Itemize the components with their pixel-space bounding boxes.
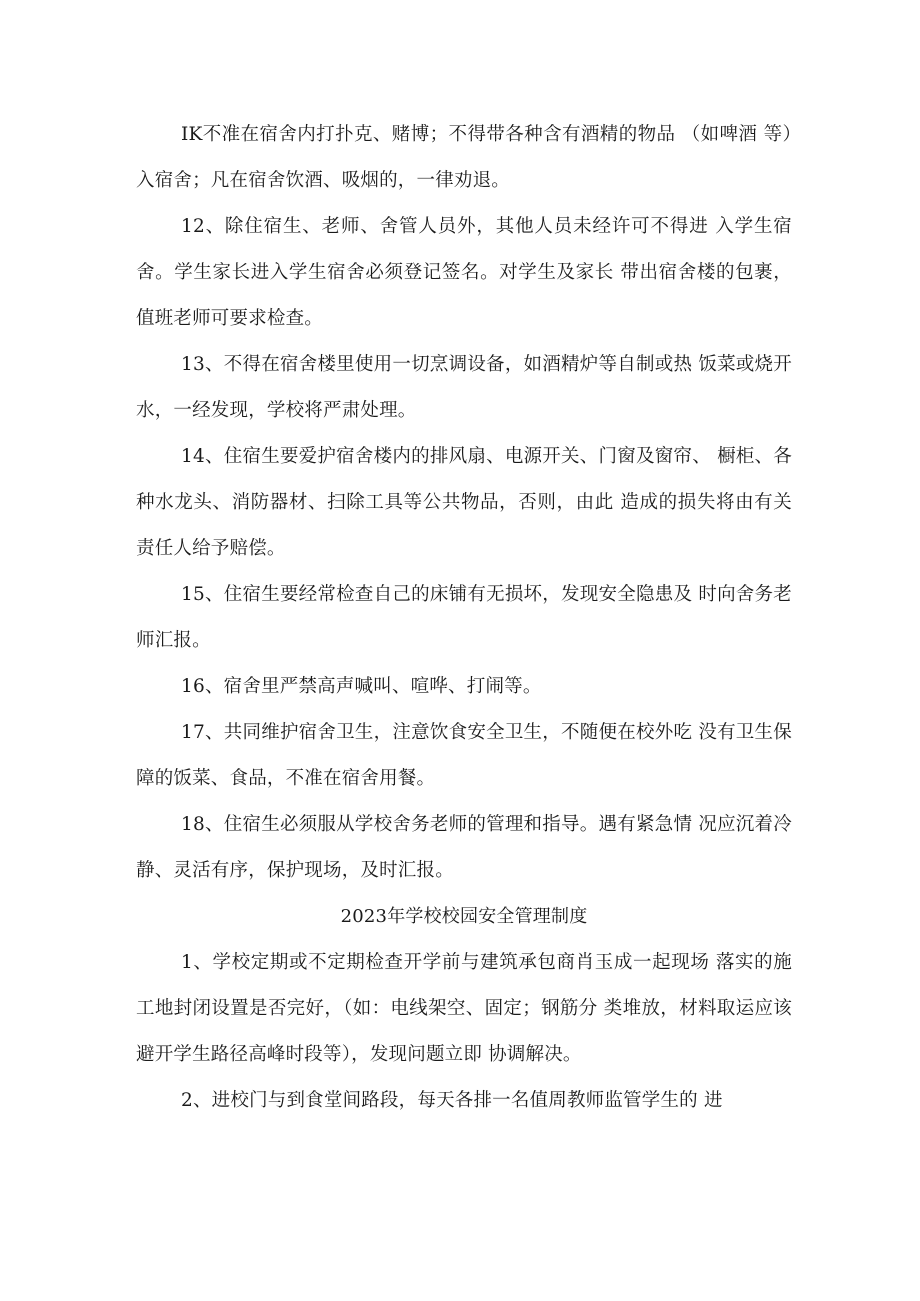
document-body <box>136 112 792 1124</box>
paragraph-safety-1: 1、学校定期或不定期检查开学前与建筑承包商肖玉成一起现场 落实的施工地封闭设置是否完好，（如：电线架空、固定；钢筋分 类堆放，材料取运应该避开学生路径高峰时段等），发现问题立即 协调解决。 <box>136 952 792 1065</box>
paragraph-rule-18: 18、住宿生必须服从学校舍务老师的管理和指导。遇有紧急情 况应沉着冷静、灵活有序，保护现场，及时汇报。 <box>136 814 792 881</box>
paragraph-rule-14: 14、住宿生要爱护宿舍楼内的排风扇、电源开关、门窗及窗帘、 橱柜、各种水龙头、消防器材、扫除工具等公共物品，否则，由此 造成的损失将由有关责任人给予赔偿。 <box>136 446 792 559</box>
section-title: 2023年学校校园安全管理制度 <box>340 906 588 927</box>
paragraph-rule-15: 15、住宿生要经常检查自己的床铺有无损坏，发现安全隐患及 时向舍务老师汇报。 <box>136 584 792 651</box>
paragraph-rule-13: 13、不得在宿舍楼里使用一切烹调设备，如酒精炉等自制或热 饭菜或烧开水，一经发现，学校将严肃处理。 <box>136 354 792 421</box>
paragraph-safety-2: 2、进校门与到食堂间路段，每天各排一名值周教师监管学生的 进 <box>181 1090 723 1111</box>
paragraph-rule-16: 16、宿舍里严禁高声喊叫、喧哗、打闹等。 <box>181 676 542 697</box>
paragraph-rule-12: 12、除住宿生、老师、舍管人员外，其他人员未经许可不得进 入学生宿舍。学生家长进入学生宿舍必须登记签名。对学生及家长 带出宿舍楼的包裹，值班老师可要求检查。 <box>136 216 792 329</box>
paragraph-rule-11: IK不准在宿舍内打扑克、赌博；不得带各种含有酒精的物品 （如啤酒 等）入宿舍；凡在宿舍饮酒、吸烟的，一律劝退。 <box>136 124 792 191</box>
paragraph-rule-17: 17、共同维护宿舍卫生，注意饮食安全卫生，不随便在校外吃 没有卫生保障的饭菜、食品，不准在宿舍用餐。 <box>136 722 792 789</box>
